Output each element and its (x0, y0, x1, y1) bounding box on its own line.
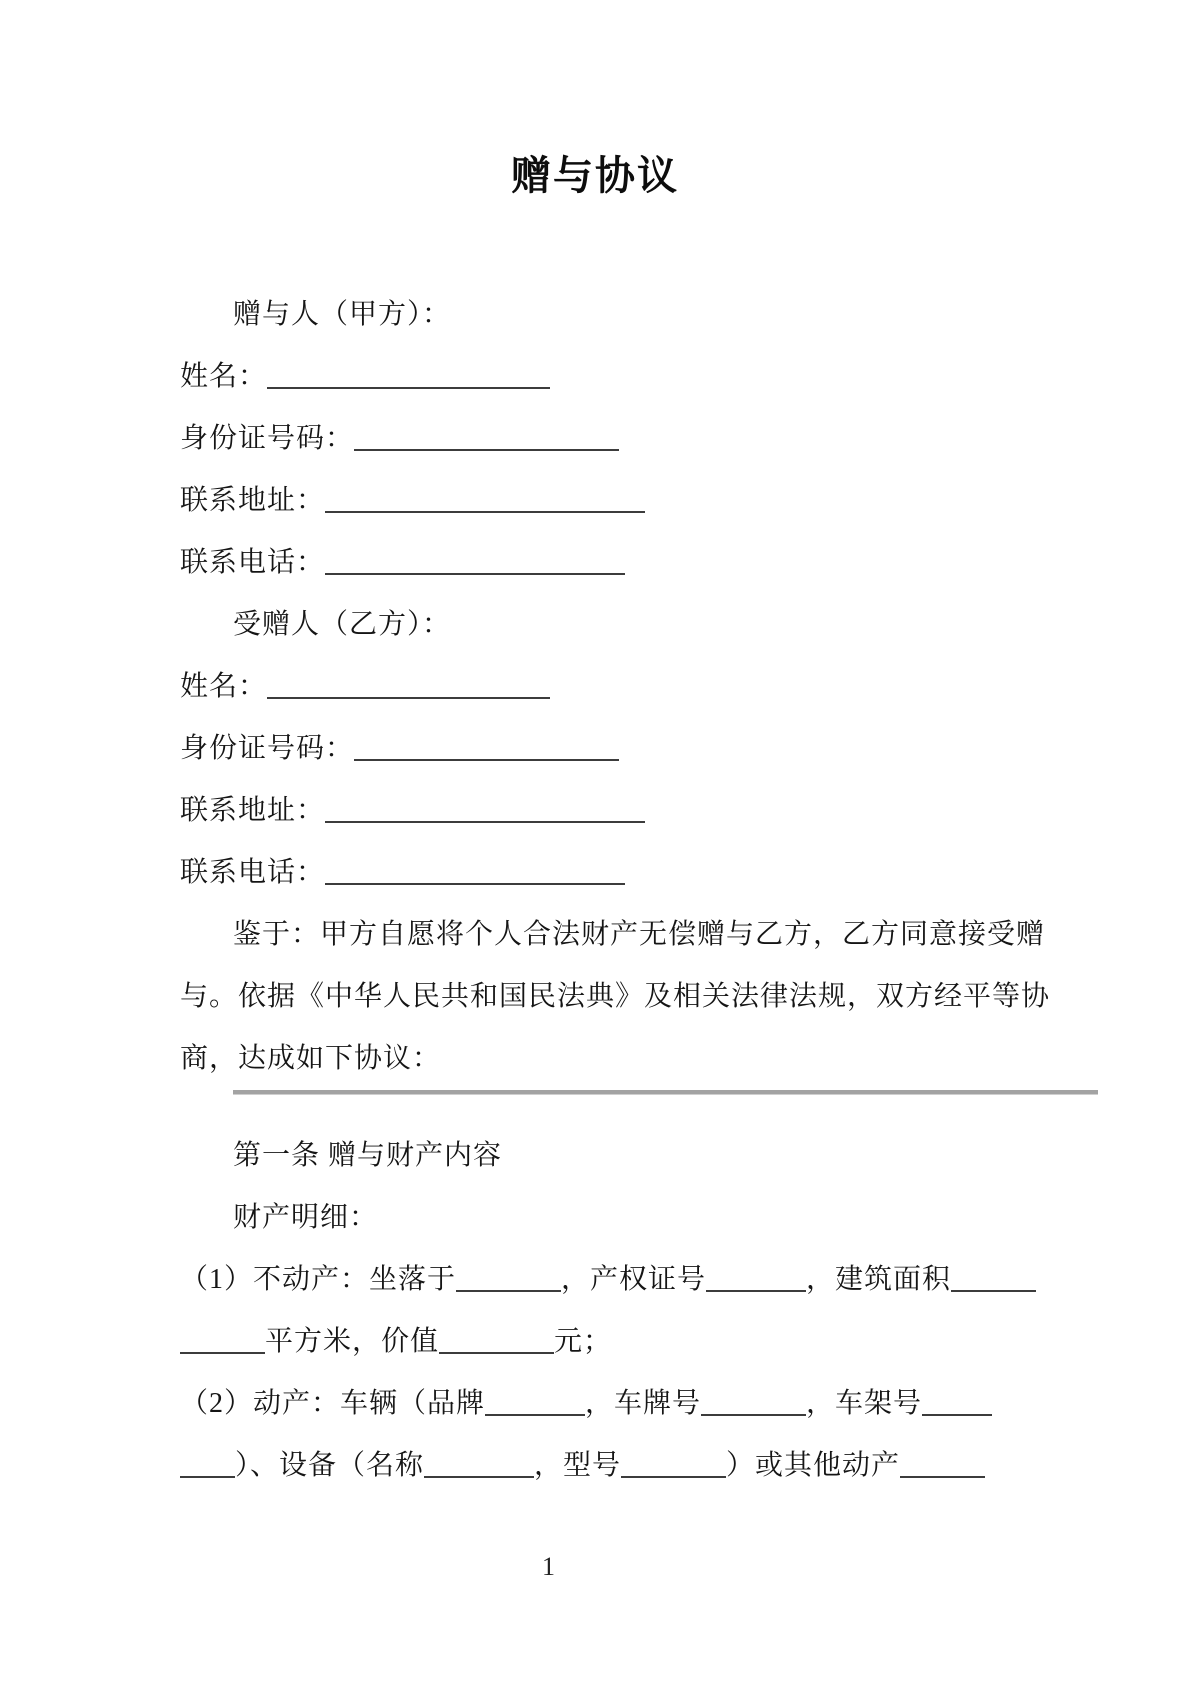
blank-field (180, 1470, 235, 1478)
text-run: 联系地址： (180, 795, 326, 826)
blank-field (922, 1408, 992, 1416)
blank-field (354, 443, 619, 451)
blank-field (900, 1470, 985, 1478)
section-divider (233, 1090, 1098, 1095)
text-run: 第一条 赠与财产内容 (233, 1140, 503, 1171)
blank-field (354, 753, 619, 761)
blank-field (325, 567, 625, 575)
document-line (180, 470, 1100, 532)
text-run: （1）不动产：坐落于 (180, 1264, 457, 1295)
text-run: 联系地址： (180, 485, 326, 516)
text-run: ，型号 (534, 1450, 622, 1481)
document-line (180, 780, 1100, 842)
blank-field (439, 1346, 554, 1354)
document-line (180, 1125, 1100, 1187)
document-line (180, 1028, 1100, 1090)
text-run: 联系电话： (180, 857, 326, 888)
blank-field (267, 691, 550, 699)
text-run: 姓名： (180, 361, 268, 392)
text-run: 赠与人（甲方）： (233, 299, 452, 330)
blank-field (325, 815, 645, 823)
text-run: ，建筑面积 (806, 1264, 952, 1295)
text-run: ）或其他动产 (726, 1450, 901, 1481)
page-number: 1 (542, 1552, 555, 1581)
document-line (180, 408, 1100, 470)
text-run: ）、设备（名称 (235, 1450, 425, 1481)
blank-field (485, 1408, 585, 1416)
text-run: ，车架号 (806, 1388, 923, 1419)
blank-field (951, 1284, 1036, 1292)
text-run: 联系电话： (180, 547, 326, 578)
document-line (180, 1187, 1100, 1249)
text-run: 平方米，价值 (265, 1326, 440, 1357)
blank-field (456, 1284, 561, 1292)
blank-field (325, 877, 625, 885)
text-run: （2）动产：车辆（品牌 (180, 1388, 486, 1419)
document-body (180, 284, 1100, 1497)
text-run: 身份证号码： (180, 423, 355, 454)
document-title: 赠与协议 (511, 153, 679, 198)
document-line (180, 718, 1100, 780)
text-run: 鉴于：甲方自愿将个人合法财产无偿赠与乙方，乙方同意接受赠 (233, 919, 1046, 950)
text-run: 身份证号码： (180, 733, 355, 764)
document-line (180, 904, 1100, 966)
text-run: 财产明细： (233, 1202, 379, 1233)
document-line (180, 966, 1100, 1028)
blank-field (621, 1470, 726, 1478)
text-run: 商，达成如下协议： (180, 1043, 442, 1074)
blank-field (424, 1470, 534, 1478)
blank-field (325, 505, 645, 513)
blank-field (267, 381, 550, 389)
text-run: ，车牌号 (585, 1388, 702, 1419)
document-line (180, 1435, 1100, 1497)
document-line (180, 532, 1100, 594)
document-line (180, 842, 1100, 904)
document-line (180, 656, 1100, 718)
document-line (180, 346, 1100, 408)
blank-field (706, 1284, 806, 1292)
blank-field (180, 1346, 265, 1354)
document-line (180, 284, 1100, 346)
text-run: 受赠人（乙方）： (233, 609, 452, 640)
text-run: 姓名： (180, 671, 268, 702)
document-line (180, 1373, 1100, 1435)
document-line (180, 1249, 1100, 1311)
document-line (180, 594, 1100, 656)
document-line (180, 1311, 1100, 1373)
text-run: 与。依据《中华人民共和国民法典》及相关法律法规，双方经平等协 (180, 981, 1051, 1012)
text-run: 元； (554, 1326, 613, 1357)
blank-field (701, 1408, 806, 1416)
text-run: ，产权证号 (561, 1264, 707, 1295)
